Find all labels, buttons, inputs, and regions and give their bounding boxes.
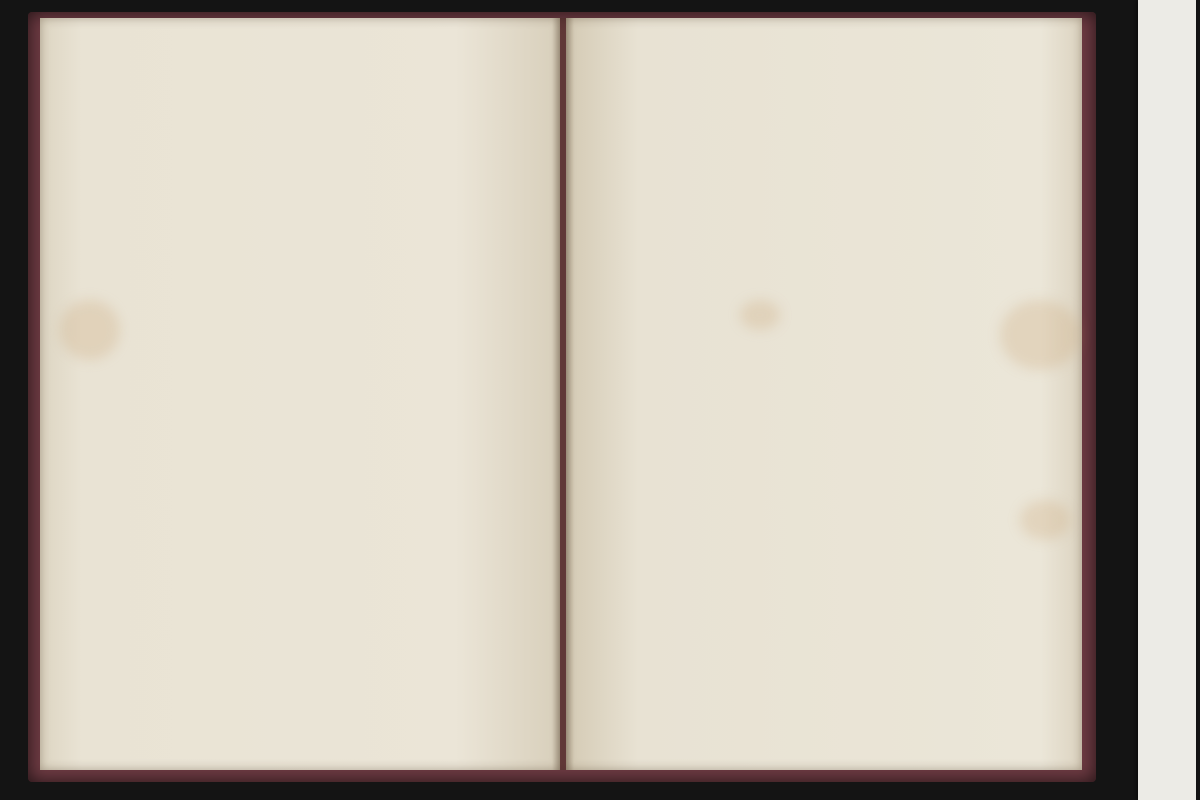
- paper-stain: [60, 300, 120, 360]
- paper-stain: [1000, 300, 1080, 370]
- paper-stain: [1020, 500, 1070, 540]
- book-gutter: [552, 18, 574, 770]
- paper-stain: [740, 300, 780, 330]
- measuring-ruler: [1138, 0, 1196, 800]
- left-page: [40, 18, 560, 770]
- right-page: [566, 18, 1082, 770]
